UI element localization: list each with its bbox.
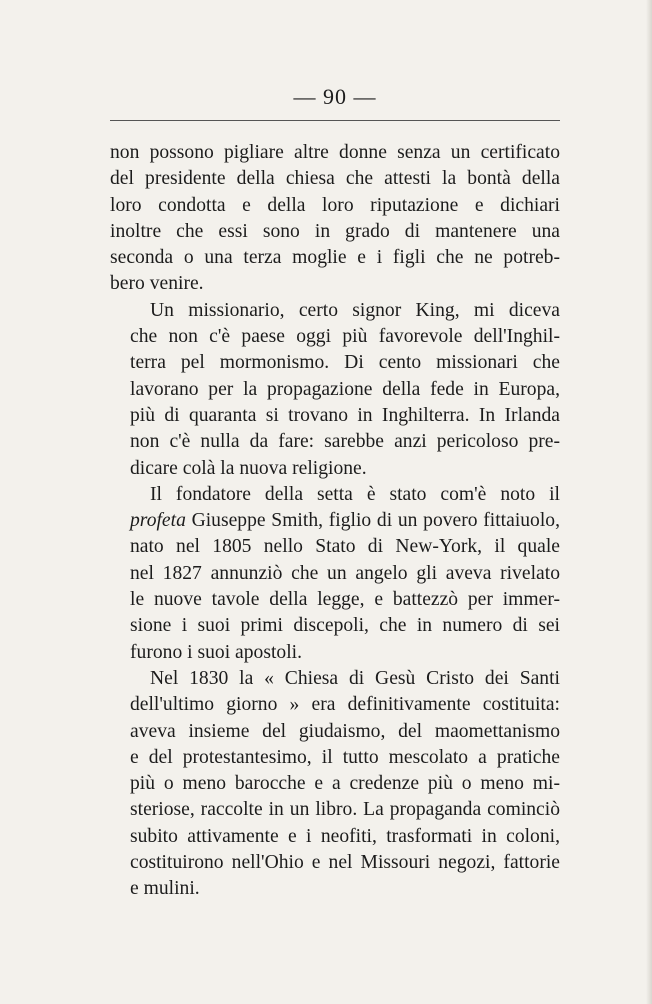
text-line: bero venire. [110,273,204,295]
text-line: che non c'è paese oggi più favorevole dell'Inghil- [130,326,560,348]
text-line: dell'ultimo giorno » era definitivamente costituita: [130,694,560,716]
text-line: dicare colà la nuova religione. [130,457,367,479]
text-line: aveva insieme del giudaismo, del maomettanismo [130,720,560,742]
paragraph-4 [110,666,560,903]
text-line: seconda o una terza moglie e i figli che ne potreb- [110,247,560,269]
paragraph-3 [110,482,560,666]
page-number: — 90 — [293,84,377,109]
body-text [110,140,560,903]
page-edge-shadow [646,0,652,1004]
paragraph-2 [110,298,560,482]
text-line: lavorano per la propagazione della fede in Europa, [130,378,560,400]
text-line: sione i suoi primi discepoli, che in numero di sei [130,615,560,637]
paragraph-1 [110,140,560,298]
text-line: furono i suoi apostoli. [130,641,302,663]
text-line: non c'è nulla da fare: sarebbe anzi pericoloso pre- [130,431,560,453]
text-line: e mulini. [130,878,200,900]
italic-word: profeta [130,510,186,532]
text-line: terra pel mormonismo. Di cento missionari che [130,352,560,374]
text-line: inoltre che essi sono in grado di mantenere una [110,220,560,242]
text-fragment: Giuseppe Smith, figlio di un povero fittaiuolo, [185,510,560,532]
text-line: più di quaranta si trovano in Inghilterra. In Irlanda [130,404,560,426]
text-line: costituirono nell'Ohio e nel Missouri negozi, fattorie [130,852,560,874]
text-line: nato nel 1805 nello Stato di New-York, il quale [130,536,560,558]
text-line: loro condotta e della loro riputazione e dichiari [110,194,560,216]
text-line: nel 1827 annunziò che un angelo gli aveva rivelato [130,562,560,584]
text-line: le nuove tavole della legge, e battezzò per immer- [130,589,560,611]
text-line: subito attivamente e i neofiti, trasformati in coloni, [130,825,560,847]
text-line: e del protestantesimo, il tutto mescolato a pratiche [130,746,560,768]
text-line: non possono pigliare altre donne senza un certificato [110,142,560,163]
header-rule [110,120,560,121]
text-line: Nel 1830 la « Chiesa di Gesù Cristo dei Santi [150,667,560,689]
text-line: steriose, raccolte in un libro. La propaganda cominciò [130,799,560,821]
text-line [110,508,560,534]
text-line: più o meno barocche e a credenze più o meno mi- [130,773,560,795]
text-line: Un missionario, certo signor King, mi diceva [150,299,560,321]
text-line: Il fondatore della setta è stato com'è noto il [150,483,560,505]
text-line: del presidente della chiesa che attesti la bontà della [110,168,560,190]
